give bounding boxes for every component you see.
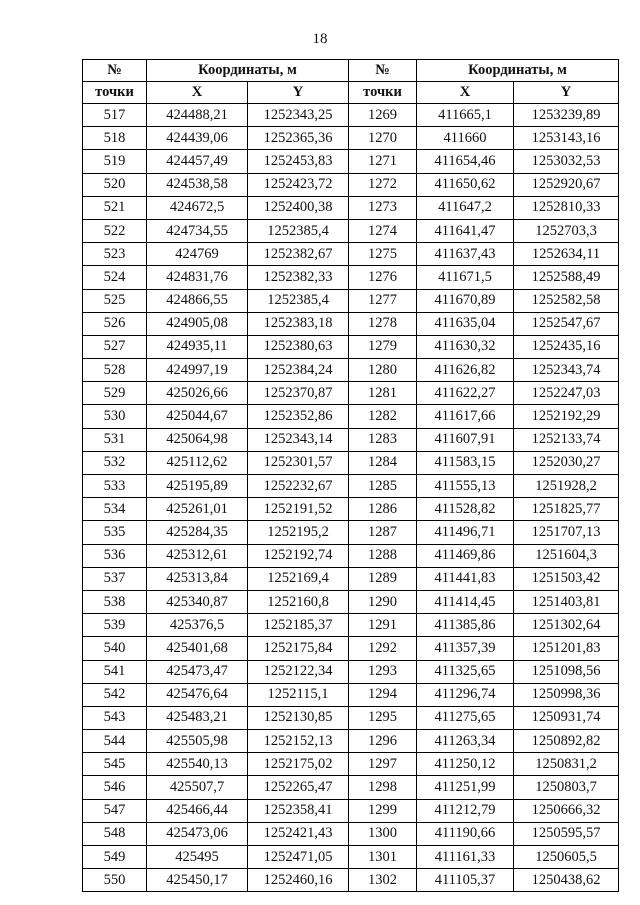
x-cell: 411250,12 [417, 753, 514, 776]
point-id-cell: 517 [83, 104, 147, 127]
point-id-cell: 526 [83, 312, 147, 335]
table-row [83, 243, 619, 266]
x-cell: 425483,21 [147, 706, 248, 729]
point-id-cell: 536 [83, 544, 147, 567]
table-row [83, 498, 619, 521]
table-row [83, 869, 619, 892]
point-id-cell: 1291 [349, 614, 417, 637]
point-id-cell: 1300 [349, 822, 417, 845]
x-cell: 411583,15 [417, 451, 514, 474]
x-cell: 425401,68 [147, 637, 248, 660]
y-cell: 1252382,67 [248, 243, 349, 266]
point-id-cell: 1293 [349, 660, 417, 683]
table-body [83, 104, 619, 892]
y-cell: 1250931,74 [514, 706, 619, 729]
x-cell: 411105,37 [417, 869, 514, 892]
point-id-cell: 528 [83, 359, 147, 382]
y-cell: 1251201,83 [514, 637, 619, 660]
x-cell: 424457,49 [147, 150, 248, 173]
point-id-cell: 1297 [349, 753, 417, 776]
table-row [83, 846, 619, 869]
y-cell: 1252370,87 [248, 382, 349, 405]
point-id-cell: 529 [83, 382, 147, 405]
table-row [83, 359, 619, 382]
point-id-cell: 1274 [349, 219, 417, 242]
point-id-cell: 525 [83, 289, 147, 312]
x-cell: 411325,65 [417, 660, 514, 683]
y-cell: 1252175,02 [248, 753, 349, 776]
table-row [83, 196, 619, 219]
point-id-cell: 1282 [349, 405, 417, 428]
x-cell: 411251,99 [417, 776, 514, 799]
table-row [83, 706, 619, 729]
y-cell: 1251503,42 [514, 567, 619, 590]
x-cell: 425026,66 [147, 382, 248, 405]
point-id-cell: 1286 [349, 498, 417, 521]
table-row [83, 428, 619, 451]
point-id-cell: 550 [83, 869, 147, 892]
x-cell: 411385,86 [417, 614, 514, 637]
point-id-cell: 520 [83, 173, 147, 196]
x-header: X [147, 82, 248, 104]
y-cell: 1252191,52 [248, 498, 349, 521]
table-row [83, 683, 619, 706]
table-row [83, 382, 619, 405]
y-cell: 1252301,57 [248, 451, 349, 474]
y-cell: 1252423,72 [248, 173, 349, 196]
y-cell: 1252588,49 [514, 266, 619, 289]
x-cell: 411296,74 [417, 683, 514, 706]
point-id-cell: 1270 [349, 127, 417, 150]
point-id-cell: 1296 [349, 730, 417, 753]
point-id-cell: 546 [83, 776, 147, 799]
y-cell: 1252400,38 [248, 196, 349, 219]
page-number: 18 [312, 31, 328, 47]
y-cell: 1252343,14 [248, 428, 349, 451]
x-cell: 425507,7 [147, 776, 248, 799]
point-id-cell: 1275 [349, 243, 417, 266]
x-cell: 424734,55 [147, 219, 248, 242]
x-cell: 425312,61 [147, 544, 248, 567]
y-cell: 1252343,74 [514, 359, 619, 382]
point-id-cell: 1284 [349, 451, 417, 474]
y-cell: 1252810,33 [514, 196, 619, 219]
point-id-cell: 1295 [349, 706, 417, 729]
point-id-cell: 1269 [349, 104, 417, 127]
table-row [83, 590, 619, 613]
y-cell: 1252133,74 [514, 428, 619, 451]
point-id-cell: 518 [83, 127, 147, 150]
y-cell: 1250998,36 [514, 683, 619, 706]
y-cell: 1250595,57 [514, 822, 619, 845]
table-row [83, 776, 619, 799]
y-cell: 1251098,56 [514, 660, 619, 683]
y-cell: 1252265,47 [248, 776, 349, 799]
y-cell: 1252175,84 [248, 637, 349, 660]
x-cell: 411650,62 [417, 173, 514, 196]
y-cell: 1252358,41 [248, 799, 349, 822]
y-cell: 1252382,33 [248, 266, 349, 289]
y-cell: 1252547,67 [514, 312, 619, 335]
y-cell: 1252232,67 [248, 475, 349, 498]
y-cell: 1252169,4 [248, 567, 349, 590]
table-row [83, 799, 619, 822]
point-id-cell: 1271 [349, 150, 417, 173]
y-cell: 1250438,62 [514, 869, 619, 892]
x-cell: 411555,13 [417, 475, 514, 498]
point-id-cell: 1299 [349, 799, 417, 822]
table-row [83, 104, 619, 127]
point-id-cell: 549 [83, 846, 147, 869]
y-cell: 1252384,24 [248, 359, 349, 382]
x-cell: 424997,19 [147, 359, 248, 382]
point-id-cell: 522 [83, 219, 147, 242]
point-id-cell: 1283 [349, 428, 417, 451]
table-row [83, 289, 619, 312]
point-id-cell: 542 [83, 683, 147, 706]
table-row [83, 753, 619, 776]
point-id-cell: 533 [83, 475, 147, 498]
x-cell: 424769 [147, 243, 248, 266]
x-cell: 411441,83 [417, 567, 514, 590]
table-row [83, 475, 619, 498]
y-cell: 1250892,82 [514, 730, 619, 753]
y-cell: 1252247,03 [514, 382, 619, 405]
x-cell: 425540,13 [147, 753, 248, 776]
x-cell: 425495 [147, 846, 248, 869]
point-id-cell: 530 [83, 405, 147, 428]
x-header: X [417, 82, 514, 104]
point-id-cell: 527 [83, 335, 147, 358]
table-row [83, 266, 619, 289]
point-id-cell: 534 [83, 498, 147, 521]
table-row [83, 451, 619, 474]
x-cell: 411357,39 [417, 637, 514, 660]
x-cell: 411190,66 [417, 822, 514, 845]
point-id-cell: 519 [83, 150, 147, 173]
point-id-cell: 545 [83, 753, 147, 776]
y-cell: 1253239,89 [514, 104, 619, 127]
x-cell: 411671,5 [417, 266, 514, 289]
y-cell: 1252160,8 [248, 590, 349, 613]
y-cell: 1252380,63 [248, 335, 349, 358]
x-cell: 425376,5 [147, 614, 248, 637]
table-row [83, 637, 619, 660]
x-cell: 424935,11 [147, 335, 248, 358]
y-cell: 1252365,36 [248, 127, 349, 150]
y-cell: 1253143,16 [514, 127, 619, 150]
y-cell: 1252703,3 [514, 219, 619, 242]
y-cell: 1251928,2 [514, 475, 619, 498]
point-id-cell: 535 [83, 521, 147, 544]
point-id-cell: 1294 [349, 683, 417, 706]
point-id-cell: 1272 [349, 173, 417, 196]
y-header: Y [514, 82, 619, 104]
y-cell: 1252130,85 [248, 706, 349, 729]
y-cell: 1251302,64 [514, 614, 619, 637]
table-row [83, 660, 619, 683]
point-id-cell: 532 [83, 451, 147, 474]
x-cell: 411414,45 [417, 590, 514, 613]
point-id-cell: 541 [83, 660, 147, 683]
point-id-cell: 1288 [349, 544, 417, 567]
y-cell: 1252385,4 [248, 289, 349, 312]
x-cell: 425473,47 [147, 660, 248, 683]
x-cell: 411630,32 [417, 335, 514, 358]
y-cell: 1252185,37 [248, 614, 349, 637]
y-cell: 1252634,11 [514, 243, 619, 266]
y-cell: 1250831,2 [514, 753, 619, 776]
x-cell: 411275,65 [417, 706, 514, 729]
y-cell: 1251825,77 [514, 498, 619, 521]
point-id-cell: 1279 [349, 335, 417, 358]
x-cell: 411622,27 [417, 382, 514, 405]
x-cell: 424905,08 [147, 312, 248, 335]
y-cell: 1252385,4 [248, 219, 349, 242]
x-cell: 424672,5 [147, 196, 248, 219]
point-id-cell: 1302 [349, 869, 417, 892]
x-cell: 425476,64 [147, 683, 248, 706]
table-row [83, 312, 619, 335]
x-cell: 425284,35 [147, 521, 248, 544]
point-id-cell: 537 [83, 567, 147, 590]
x-cell: 411626,82 [417, 359, 514, 382]
y-cell: 1252192,29 [514, 405, 619, 428]
x-cell: 411654,46 [417, 150, 514, 173]
point-label-header: точки [83, 82, 147, 104]
point-id-cell: 1278 [349, 312, 417, 335]
y-cell: 1252453,83 [248, 150, 349, 173]
x-cell: 411161,33 [417, 846, 514, 869]
x-cell: 424439,06 [147, 127, 248, 150]
point-id-cell: 1289 [349, 567, 417, 590]
point-number-header: № [83, 60, 147, 82]
point-id-cell: 539 [83, 614, 147, 637]
y-cell: 1252152,13 [248, 730, 349, 753]
point-id-cell: 540 [83, 637, 147, 660]
point-id-cell: 544 [83, 730, 147, 753]
y-cell: 1251604,3 [514, 544, 619, 567]
y-cell: 1251403,81 [514, 590, 619, 613]
table-header [83, 60, 619, 104]
table-row [83, 544, 619, 567]
table-row [83, 150, 619, 173]
x-cell: 411641,47 [417, 219, 514, 242]
y-cell: 1252460,16 [248, 869, 349, 892]
point-id-cell: 521 [83, 196, 147, 219]
table-row [83, 173, 619, 196]
point-id-cell: 523 [83, 243, 147, 266]
point-id-cell: 543 [83, 706, 147, 729]
table-row [83, 730, 619, 753]
point-id-cell: 1277 [349, 289, 417, 312]
x-cell: 425044,67 [147, 405, 248, 428]
x-cell: 411665,1 [417, 104, 514, 127]
point-id-cell: 1290 [349, 590, 417, 613]
point-id-cell: 1301 [349, 846, 417, 869]
x-cell: 424538,58 [147, 173, 248, 196]
y-cell: 1252383,18 [248, 312, 349, 335]
x-cell: 424488,21 [147, 104, 248, 127]
table-row [83, 822, 619, 845]
x-cell: 411212,79 [417, 799, 514, 822]
x-cell: 411637,43 [417, 243, 514, 266]
y-header: Y [248, 82, 349, 104]
x-cell: 425195,89 [147, 475, 248, 498]
table-row [83, 614, 619, 637]
point-number-header: № [349, 60, 417, 82]
x-cell: 424831,76 [147, 266, 248, 289]
y-cell: 1252122,34 [248, 660, 349, 683]
point-id-cell: 1292 [349, 637, 417, 660]
x-cell: 425505,98 [147, 730, 248, 753]
point-id-cell: 1273 [349, 196, 417, 219]
y-cell: 1252115,1 [248, 683, 349, 706]
y-cell: 1252352,86 [248, 405, 349, 428]
x-cell: 425473,06 [147, 822, 248, 845]
y-cell: 1250605,5 [514, 846, 619, 869]
x-cell: 411496,71 [417, 521, 514, 544]
point-id-cell: 1281 [349, 382, 417, 405]
point-id-cell: 1285 [349, 475, 417, 498]
x-cell: 425261,01 [147, 498, 248, 521]
x-cell: 424866,55 [147, 289, 248, 312]
point-id-cell: 1287 [349, 521, 417, 544]
point-id-cell: 548 [83, 822, 147, 845]
y-cell: 1251707,13 [514, 521, 619, 544]
y-cell: 1252582,58 [514, 289, 619, 312]
y-cell: 1252030,27 [514, 451, 619, 474]
x-cell: 411469,86 [417, 544, 514, 567]
point-id-cell: 1276 [349, 266, 417, 289]
x-cell: 411607,91 [417, 428, 514, 451]
y-cell: 1252195,2 [248, 521, 349, 544]
y-cell: 1252192,74 [248, 544, 349, 567]
x-cell: 425450,17 [147, 869, 248, 892]
point-id-cell: 538 [83, 590, 147, 613]
table-row [83, 219, 619, 242]
y-cell: 1252421,43 [248, 822, 349, 845]
x-cell: 411670,89 [417, 289, 514, 312]
x-cell: 425466,44 [147, 799, 248, 822]
point-label-header: точки [349, 82, 417, 104]
table-row [83, 567, 619, 590]
y-cell: 1250666,32 [514, 799, 619, 822]
coordinates-header: Координаты, м [147, 60, 349, 82]
y-cell: 1252471,05 [248, 846, 349, 869]
coordinates-header: Координаты, м [417, 60, 619, 82]
table-row [83, 405, 619, 428]
table-row [83, 521, 619, 544]
x-cell: 411635,04 [417, 312, 514, 335]
point-id-cell: 531 [83, 428, 147, 451]
point-id-cell: 524 [83, 266, 147, 289]
y-cell: 1253032,53 [514, 150, 619, 173]
table-row [83, 335, 619, 358]
point-id-cell: 1298 [349, 776, 417, 799]
x-cell: 425313,84 [147, 567, 248, 590]
x-cell: 425340,87 [147, 590, 248, 613]
point-id-cell: 547 [83, 799, 147, 822]
x-cell: 411647,2 [417, 196, 514, 219]
x-cell: 411617,66 [417, 405, 514, 428]
y-cell: 1252435,16 [514, 335, 619, 358]
table-row [83, 127, 619, 150]
y-cell: 1252920,67 [514, 173, 619, 196]
coordinates-table [82, 59, 619, 892]
y-cell: 1252343,25 [248, 104, 349, 127]
x-cell: 425064,98 [147, 428, 248, 451]
x-cell: 425112,62 [147, 451, 248, 474]
x-cell: 411660 [417, 127, 514, 150]
x-cell: 411528,82 [417, 498, 514, 521]
point-id-cell: 1280 [349, 359, 417, 382]
x-cell: 411263,34 [417, 730, 514, 753]
y-cell: 1250803,7 [514, 776, 619, 799]
